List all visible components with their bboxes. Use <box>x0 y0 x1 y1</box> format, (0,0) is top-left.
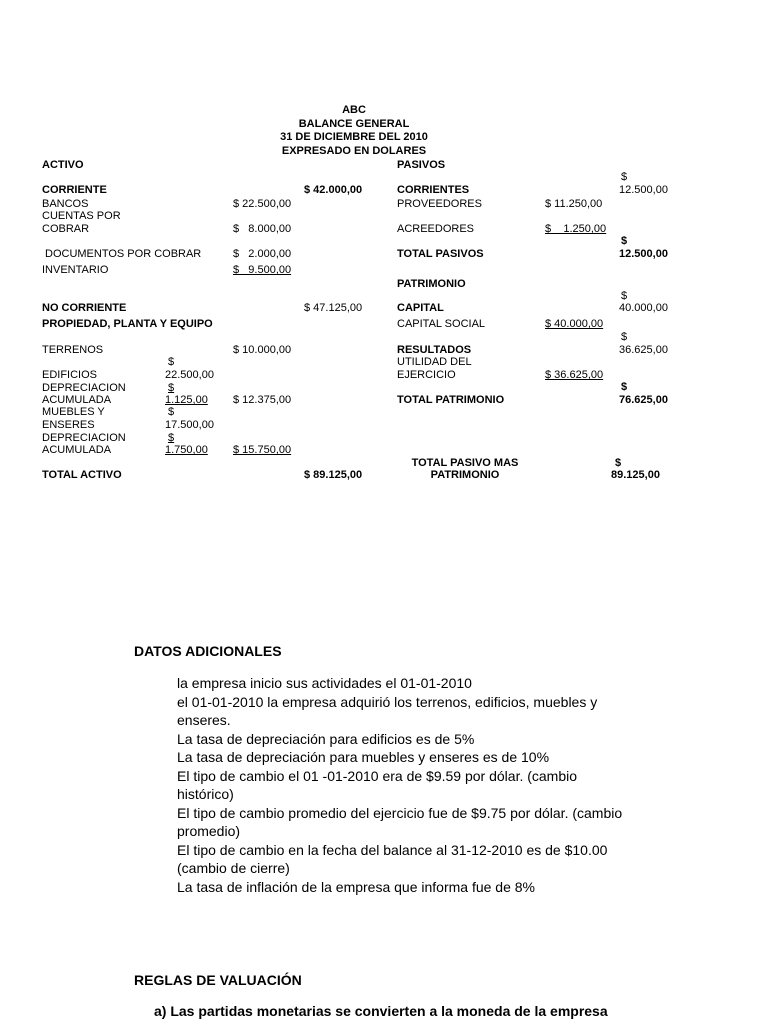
company-name: ABC <box>342 104 366 116</box>
cuentas-por-cobrar-label-1: CUENTAS POR <box>42 210 121 222</box>
pasivos-heading: PASIVOS <box>397 159 446 171</box>
acreedores-value: $ 1.250,00 <box>545 223 607 235</box>
dep-edificios-currency: $ <box>168 382 175 394</box>
inventario-label: INVENTARIO <box>42 264 109 276</box>
capital-social-value: $ 40.000,00 <box>545 318 604 330</box>
datos-adicionales-list <box>154 674 634 896</box>
muebles-label-1: MUEBLES Y <box>42 406 105 418</box>
resultados-total: 36.625,00 <box>619 344 668 356</box>
total-patrimonio-currency: $ <box>621 381 628 393</box>
edificios-label: EDIFICIOS <box>42 369 98 381</box>
edificios-currency: $ <box>168 356 175 368</box>
muebles-amount: 17.500,00 <box>165 419 214 431</box>
datos-adicionales-title: DATOS ADICIONALES <box>134 643 282 659</box>
total-pasivo-patrimonio-label-1: TOTAL PASIVO MAS <box>411 457 519 469</box>
total-pasivos-label: TOTAL PASIVOS <box>397 248 484 260</box>
dep-edificios-amount: 1.125,00 <box>165 394 208 406</box>
resultados-label: RESULTADOS <box>397 344 472 356</box>
bancos-value: $ 22.500,00 <box>233 198 292 210</box>
report-date: 31 DE DICIEMBRE DEL 2010 <box>280 131 428 143</box>
utilidad-label-2: EJERCICIO <box>397 369 456 381</box>
dep-edificios-net: $ 12.375,00 <box>233 394 292 406</box>
report-title: BALANCE GENERAL <box>298 117 410 130</box>
acreedores-label: ACREEDORES <box>397 223 475 235</box>
corrientes-currency: $ <box>621 171 628 183</box>
muebles-label-2: ENSERES <box>42 419 95 431</box>
total-pasivo-patrimonio-currency: $ <box>615 457 622 469</box>
activo-heading: ACTIVO <box>42 159 84 171</box>
patrimonio-heading: PATRIMONIO <box>397 278 466 290</box>
no-corriente-label: NO CORRIENTE <box>42 302 127 314</box>
list-item: El tipo de cambio en la fecha del balance al 31-12-2010 es de $10.00 (cambio de cierre) <box>177 841 608 876</box>
utilidad-label-1: UTILIDAD DEL <box>397 356 472 368</box>
proveedores-value: $ 11.250,00 <box>545 198 603 210</box>
resultados-currency: $ <box>621 331 628 343</box>
corrientes-total: 12.500,00 <box>619 184 668 196</box>
list-item: La tasa de inflación de la empresa que informa fue de 8% <box>177 878 536 895</box>
inventario-value: $ 9.500,00 <box>233 264 292 276</box>
total-activo-value: $ 89.125,00 <box>304 469 363 481</box>
documentos-por-cobrar-label: DOCUMENTOS POR COBRAR <box>45 248 202 260</box>
dep-muebles-net: $ 15.750,00 <box>233 444 292 456</box>
total-patrimonio-value: 76.625,00 <box>619 394 668 406</box>
list-item: La tasa de depreciación para muebles y enseres es de 10% <box>177 749 550 765</box>
bancos-label: BANCOS <box>42 198 89 210</box>
capital-social-label: CAPITAL SOCIAL <box>397 318 486 330</box>
capital-label: CAPITAL <box>397 302 444 314</box>
dep-muebles-label-2: ACUMULADA <box>42 444 112 456</box>
list-item: El tipo de cambio el 01 -01-2010 era de $9.59 por dólar. (cambio histórico) <box>177 767 578 802</box>
reglas-title: REGLAS DE VALUACIÓN <box>134 972 302 988</box>
total-activo-label: TOTAL ACTIVO <box>42 469 122 481</box>
cuentas-por-cobrar-label-2: COBRAR <box>42 223 90 235</box>
dep-edificios-label-1: DEPRECIACION <box>42 382 126 394</box>
corriente-label: CORRIENTE <box>42 184 107 196</box>
no-corriente-total: $ 47.125,00 <box>304 302 363 314</box>
total-patrimonio-label: TOTAL PATRIMONIO <box>397 394 505 406</box>
report-currency: EXPRESADO EN DOLARES <box>281 144 427 157</box>
list-item: el 01-01-2010 la empresa adquirió los terrenos, edificios, muebles y enseres. <box>177 693 598 728</box>
corriente-total: $ 42.000,00 <box>304 184 363 196</box>
list-item: la empresa inicio sus actividades el 01-01-2010 <box>177 675 472 691</box>
list-item: La tasa de depreciación para edificios es de 5% <box>177 730 475 747</box>
cuentas-por-cobrar-value: $ 8.000,00 <box>233 223 292 235</box>
dep-muebles-currency: $ <box>168 432 175 444</box>
corrientes-label: CORRIENTES <box>397 184 470 196</box>
regla-a: a) Las partidas monetarias se convierten a la moneda de la empresa <box>154 1003 608 1019</box>
total-pasivos-value: 12.500,00 <box>619 248 668 260</box>
utilidad-value: $ 36.625,00 <box>545 369 604 381</box>
list-item: El tipo de cambio promedio del ejercicio fue de $9.75 por dólar. (cambio promedio) <box>177 804 623 839</box>
terrenos-value: $ 10.000,00 <box>233 344 292 356</box>
total-pasivo-patrimonio-label-2: PATRIMONIO <box>430 469 500 481</box>
ppe-label: PROPIEDAD, PLANTA Y EQUIPO <box>42 318 213 330</box>
documentos-por-cobrar-value: $ 2.000,00 <box>233 248 292 260</box>
dep-muebles-amount: 1.750,00 <box>165 444 208 456</box>
proveedores-label: PROVEEDORES <box>397 198 482 210</box>
dep-muebles-label-1: DEPRECIACION <box>42 432 126 444</box>
edificios-amount: 22.500,00 <box>165 369 214 381</box>
total-pasivos-currency: $ <box>621 235 628 247</box>
dep-edificios-label-2: ACUMULADA <box>42 394 112 406</box>
terrenos-label: TERRENOS <box>42 344 104 356</box>
total-pasivo-patrimonio-value: 89.125,00 <box>611 469 660 481</box>
muebles-currency: $ <box>168 406 175 418</box>
capital-currency: $ <box>621 290 628 302</box>
capital-total: 40.000,00 <box>619 302 668 314</box>
